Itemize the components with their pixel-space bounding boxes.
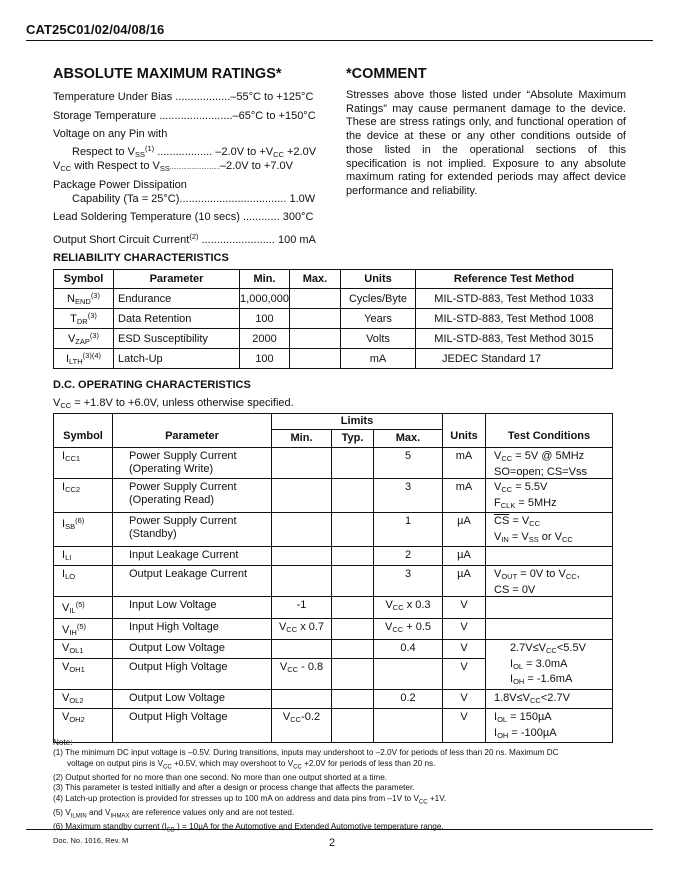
- min-value: x 0.7: [297, 620, 325, 633]
- col-max: Max.: [290, 270, 341, 289]
- symbol-sub: OH1: [69, 665, 85, 674]
- cs-bar: $\overline{CS}$: [494, 515, 510, 527]
- max: V: [385, 599, 393, 611]
- min: -1: [272, 597, 332, 619]
- note-2: (2) Output shorted for no more than one second. No more than one output shorted at a time.: [53, 772, 388, 782]
- isb-sub: SB: [166, 827, 175, 834]
- solder-label: Lead Soldering Temperature (10 secs) ............: [53, 211, 280, 223]
- note-ref: (3): [87, 311, 97, 320]
- table-row: [54, 547, 613, 566]
- note-6-text-2: ) = 10µA for the Automotive and Extended Automotive temperature range.: [174, 821, 444, 831]
- parameter: Input Low Voltage: [113, 597, 272, 619]
- condition-2-sub: CLK: [500, 500, 516, 510]
- note-ref-2: (2): [189, 232, 199, 241]
- symbol-sub: OL1: [69, 646, 84, 655]
- units: V: [443, 659, 486, 690]
- col-typ: Typ.: [332, 430, 374, 448]
- condition: V: [494, 450, 502, 462]
- max-sub: CC: [392, 603, 404, 612]
- condition-sub: CC: [529, 519, 540, 528]
- condition: I: [494, 711, 498, 723]
- symbol-sub: LO: [65, 572, 76, 581]
- symbol: I: [62, 518, 66, 530]
- note-4: [53, 794, 559, 808]
- method: JEDEC Standard 17: [416, 349, 613, 369]
- condition-2-sub: IN: [501, 534, 509, 544]
- table-row: [54, 640, 613, 659]
- parameter-detail: (Operating Write): [129, 462, 214, 475]
- table-row: [54, 513, 613, 547]
- parameter: Endurance: [114, 289, 240, 309]
- max: [290, 309, 341, 329]
- condition-sub2: CC: [565, 572, 577, 581]
- voltage-pin-label: Voltage on any Pin with: [53, 128, 168, 140]
- max-sub: CC: [392, 624, 404, 634]
- max: 0.2: [374, 690, 443, 709]
- symbol: I: [62, 450, 66, 462]
- temp-bias-row: [53, 91, 313, 104]
- temp-bias-label: Temperature Under Bias ..................: [53, 91, 231, 103]
- max: [290, 289, 341, 309]
- parameter-detail: (Operating Read): [129, 493, 214, 506]
- min-value: -0.2: [301, 711, 321, 723]
- comment-section: [346, 66, 427, 82]
- vihmax-sub: IHMAX: [110, 813, 130, 820]
- min: 1,000,000: [240, 289, 290, 309]
- max: 3: [374, 479, 443, 513]
- note-ref: (3): [90, 291, 100, 300]
- storage-value: –65°C to +150°C: [232, 110, 316, 122]
- condition-sub: CC: [546, 646, 557, 655]
- condition-sub: CC: [530, 696, 541, 705]
- units: Volts: [341, 329, 416, 349]
- symbol-sub: CC1: [65, 454, 81, 463]
- min: 100: [240, 309, 290, 329]
- condition-3: I: [510, 673, 514, 685]
- condition-2-sub3: CC: [561, 534, 573, 544]
- dots: ..............................: [169, 165, 220, 171]
- min: 2000: [240, 329, 290, 349]
- symbol-sub: CC2: [65, 485, 81, 494]
- notes-title: Note:: [53, 738, 73, 747]
- dots: ........................: [198, 234, 278, 246]
- notes-section: [53, 738, 559, 836]
- dots: ..................: [154, 146, 216, 158]
- units: V: [443, 690, 486, 709]
- condition-2: F: [494, 496, 501, 509]
- col-symbol: Symbol: [54, 270, 114, 289]
- units: Cycles/Byte: [341, 289, 416, 309]
- abs-max-section: [53, 66, 282, 82]
- units: mA: [443, 479, 486, 513]
- max: 3: [374, 566, 443, 597]
- condition-value: = V: [509, 515, 530, 527]
- note-ref: (5): [76, 621, 87, 631]
- units: Years: [341, 309, 416, 329]
- method: MIL-STD-883, Test Method 1008: [416, 309, 613, 329]
- note-1-text-3: +2.0V for periods of less than 20 ns.: [301, 758, 436, 768]
- parameter: Output Leakage Current: [113, 566, 272, 597]
- condition: V: [494, 481, 502, 493]
- short-row: [53, 230, 316, 247]
- table-row: [54, 566, 613, 597]
- voltage-pin-value: –2.0V to +V: [215, 146, 274, 158]
- symbol-sub: SB: [65, 522, 76, 531]
- method: MIL-STD-883, Test Method 1033: [416, 289, 613, 309]
- note-1-text: voltage on output pins is V: [67, 758, 164, 768]
- vss-sub: SS: [159, 164, 170, 173]
- max: 2: [374, 547, 443, 566]
- solder-row: [53, 211, 313, 224]
- table-row: [54, 289, 613, 309]
- condition-2: V: [494, 530, 502, 543]
- condition-value: = 0V to V: [517, 568, 566, 580]
- max: [290, 349, 341, 369]
- symbol: V: [62, 623, 70, 636]
- col-units: Units: [443, 414, 486, 448]
- symbol-sub: DR: [76, 317, 88, 326]
- min: 100: [240, 349, 290, 369]
- condition-2-value: = 5MHz: [515, 496, 557, 509]
- symbol-sub: END: [74, 297, 91, 306]
- note-6-text: (6) Maximum standby current (I: [53, 821, 167, 831]
- vcc-sub: CC: [60, 401, 72, 410]
- units: V: [443, 618, 486, 640]
- solder-value: 300°C: [282, 211, 314, 223]
- note-4-text: (4) Latch-up protection is provided for stresses up to 100 mA on address and data pins from –1V to V: [53, 793, 419, 803]
- storage-label: Storage Temperature ........................: [53, 110, 233, 122]
- condition-value: <5.5V: [556, 642, 586, 654]
- pkg-cap-label: Capability (Ta = 25°C)...................................: [72, 193, 287, 205]
- condition-sub: CC: [501, 485, 513, 494]
- table-row: [54, 448, 613, 479]
- condition-2-sub: OH: [497, 730, 509, 740]
- col-min: Min.: [272, 430, 332, 448]
- min: V: [278, 620, 287, 633]
- parameter: ESD Susceptibility: [114, 329, 240, 349]
- vcc-sub: CC: [418, 799, 428, 806]
- vcc-sub: CC: [293, 764, 302, 771]
- parameter: Input Leakage Current: [113, 547, 272, 566]
- dc-title: D.C. OPERATING CHARACTERISTICS: [53, 379, 251, 391]
- note-1: (1) The minimum DC input voltage is –0.5V. During transitions, inputs may undershoot to –2.0V for periods of less than 20 ns. Maximum DC: [53, 748, 559, 758]
- max: V: [384, 620, 393, 633]
- doc-number: Doc. No. 1016, Rev. M: [53, 836, 129, 845]
- max: 5: [374, 448, 443, 479]
- units: V: [443, 640, 486, 659]
- pkg-value: 1.0W: [289, 193, 316, 205]
- symbol: V: [62, 642, 70, 654]
- note-5: [53, 808, 559, 822]
- footer-rule: [26, 829, 653, 830]
- condition-comma: ,: [576, 568, 580, 580]
- temp-bias-value: –55°C to +125°C: [230, 91, 314, 103]
- parameter: Output High Voltage: [113, 659, 272, 690]
- condition-2-or: or V: [538, 530, 562, 543]
- note-1-cont: [53, 759, 559, 773]
- note-ref: (6): [75, 516, 85, 525]
- voltage-pin-row: [72, 142, 316, 161]
- symbol: I: [62, 549, 66, 561]
- pkg-label: Package Power Dissipation: [53, 179, 187, 191]
- vcc-sub: CC: [60, 164, 72, 173]
- col-symbol: Symbol: [54, 414, 113, 448]
- condition-2: I: [510, 657, 514, 670]
- parameter: Power Supply Current: [129, 481, 237, 493]
- condition-value: <2.7V: [540, 692, 570, 704]
- units: V: [443, 597, 486, 619]
- parameter: Data Retention: [114, 309, 240, 329]
- col-parameter: Parameter: [113, 414, 272, 448]
- parameter: Power Supply Current: [129, 515, 237, 527]
- dc-table: [53, 413, 613, 743]
- symbol-sub: ZAP: [75, 337, 90, 346]
- symbol: I: [65, 353, 70, 365]
- symbol: T: [70, 313, 77, 325]
- max: 1: [374, 513, 443, 547]
- note-ref: (5): [75, 600, 85, 609]
- table-row: [54, 309, 613, 329]
- note-ref-1: (1): [145, 144, 155, 153]
- parameter: Input High Voltage: [113, 618, 272, 640]
- comment-title: *COMMENT: [346, 66, 427, 82]
- table-row: [54, 597, 613, 619]
- vcc-sub: CC: [163, 764, 172, 771]
- parameter: Output High Voltage: [113, 709, 272, 743]
- note-ref: (3): [89, 331, 100, 340]
- note-1-text-2: +0.5V, which may overshoot to V: [171, 758, 294, 768]
- max: [290, 329, 341, 349]
- condition-value: = 5V @ 5MHz: [512, 450, 585, 462]
- min-sub: CC: [290, 715, 302, 724]
- min-sub: CC: [287, 665, 299, 674]
- condition-sub: OUT: [501, 572, 518, 581]
- vcc-label: V: [53, 160, 61, 172]
- col-method: Reference Test Method: [416, 270, 613, 289]
- vilmin-sub: ILMIN: [70, 813, 87, 820]
- symbol-sub: IL: [69, 606, 76, 615]
- symbol: I: [62, 481, 66, 493]
- note-4-text-2: +1V.: [427, 793, 447, 803]
- table-row: [54, 690, 613, 709]
- symbol: V: [62, 711, 70, 723]
- parameter: Power Supply Current: [129, 450, 237, 462]
- max-value: + 0.5: [403, 620, 431, 633]
- min-value: - 0.8: [298, 661, 324, 673]
- table-row: [54, 329, 613, 349]
- note-5-text: (5) V: [53, 807, 71, 817]
- vcc-label: V: [53, 397, 61, 409]
- condition-2: CS = 0V: [494, 583, 536, 596]
- condition-2-value: = 3.0mA: [523, 657, 568, 670]
- condition: 2.7V≤V: [510, 642, 547, 654]
- vcc-row: [53, 160, 293, 175]
- symbol: V: [62, 661, 70, 673]
- min: V: [282, 711, 291, 723]
- condition-2-value: = -100µA: [508, 726, 557, 739]
- vss-sub: SS: [134, 150, 145, 159]
- col-test-conditions: Test Conditions: [486, 414, 613, 448]
- method: MIL-STD-883, Test Method 3015: [416, 329, 613, 349]
- parameter-detail: (Standby): [129, 527, 177, 540]
- symbol: V: [62, 692, 70, 704]
- units: V: [443, 709, 486, 743]
- table-header-row: [54, 270, 613, 289]
- storage-row: [53, 110, 316, 123]
- condition-sub: OL: [497, 715, 508, 724]
- col-units: Units: [341, 270, 416, 289]
- units: µA: [443, 547, 486, 566]
- table-row: [54, 349, 613, 369]
- condition-value: = 150µA: [507, 711, 552, 723]
- condition-2-value: = V: [508, 530, 529, 543]
- units: µA: [443, 566, 486, 597]
- dc-conditions: [53, 397, 294, 412]
- max: 0.4: [374, 640, 443, 659]
- group1-conditions: [486, 640, 613, 690]
- condition-2-sub: OL: [513, 661, 524, 671]
- units: mA: [443, 448, 486, 479]
- col-limits: Limits: [272, 414, 443, 430]
- document-part-number: CAT25C01/02/04/08/16: [26, 22, 165, 37]
- min: V: [279, 661, 288, 673]
- symbol: V: [62, 602, 70, 614]
- vcc-label-mid: with Respect to V: [71, 160, 160, 172]
- note-ref: (3)(4): [82, 351, 102, 360]
- units: µA: [443, 513, 486, 547]
- max-value: x 0.3: [403, 599, 431, 611]
- condition-value: = 5.5V: [512, 481, 548, 493]
- symbol-sub: IH: [69, 627, 77, 637]
- table-row: [54, 618, 613, 640]
- symbol-sub: LI: [65, 553, 72, 562]
- conditions-text: = +1.8V to +6.0V, unless otherwise specified.: [71, 397, 294, 409]
- parameter: Output Low Voltage: [113, 690, 272, 709]
- condition-2: SO=open; CS=Vss: [494, 465, 587, 478]
- condition-3-sub: OH: [513, 677, 525, 686]
- symbol-sub: OH2: [69, 715, 85, 724]
- parameter: Latch-Up: [114, 349, 240, 369]
- comment-text: Stresses above those listed under “Absolute Maximum Ratings” may cause permanent damage to the device. These are stress ratings only, and functional operation of the device at these or any other conditions outside of those listed in the operational sections of this specification is not implied. Exposure to any absolute maximum rating for extended periods may affect device performance and reliability.: [346, 89, 626, 197]
- condition: V: [494, 568, 502, 580]
- short-value: 100 mA: [277, 234, 316, 246]
- short-label: Output Short Circuit Current: [53, 234, 190, 246]
- parameter: Output Low Voltage: [113, 640, 272, 659]
- table-row: [54, 479, 613, 513]
- reliability-title: RELIABILITY CHARACTERISTICS: [53, 252, 229, 264]
- condition-2: I: [494, 726, 498, 739]
- symbol: I: [62, 568, 66, 580]
- condition-sub: CC: [501, 454, 513, 463]
- note-5-text-3: are reference values only and are not tested.: [129, 807, 295, 817]
- condition-3-value: = -1.6mA: [524, 673, 573, 685]
- units: mA: [341, 349, 416, 369]
- symbol-sub: OL2: [69, 696, 84, 705]
- condition: 1.8V≤V: [494, 692, 531, 704]
- condition-2-sub2: SS: [528, 534, 539, 544]
- voltage-pin-value-end: +2.0V: [283, 146, 317, 158]
- table-header-row: [54, 414, 613, 430]
- abs-max-title: ABSOLUTE MAXIMUM RATINGS*: [53, 66, 282, 82]
- min-sub: CC: [286, 624, 298, 634]
- voltage-pin-respect: Respect to V: [72, 146, 135, 158]
- header-rule: [26, 40, 653, 41]
- pkg-row: [72, 193, 315, 206]
- note-3: (3) This parameter is tested initially and after a design or process change that affects the parameter.: [53, 783, 415, 793]
- col-parameter: Parameter: [114, 270, 240, 289]
- note-5-text-2: and V: [86, 807, 111, 817]
- vcc-value: –2.0V to +7.0V: [219, 160, 293, 172]
- symbol: V: [67, 333, 76, 345]
- vcc-sub: CC: [273, 150, 284, 159]
- page-number: 2: [329, 837, 336, 849]
- reliability-table: [53, 269, 613, 369]
- symbol-sub: LTH: [69, 357, 83, 366]
- symbol: N: [67, 293, 75, 305]
- col-min: Min.: [240, 270, 290, 289]
- col-max: Max.: [374, 430, 443, 448]
